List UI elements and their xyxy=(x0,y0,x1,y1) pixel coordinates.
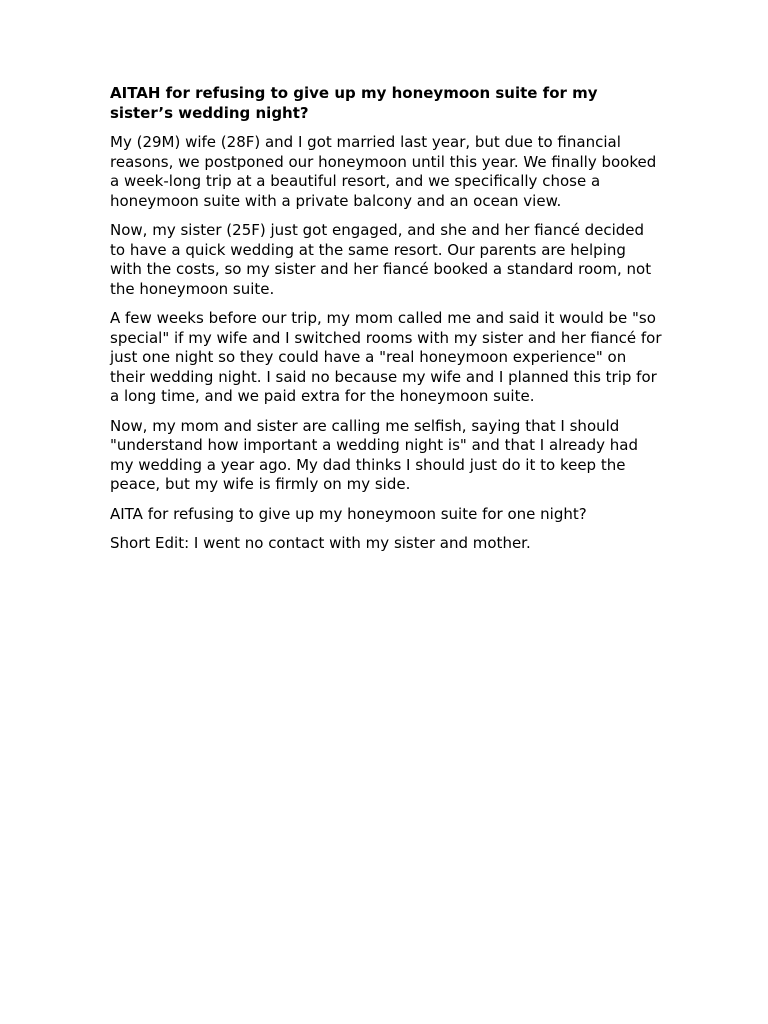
document-page xyxy=(110,84,662,564)
paragraph-sister-engaged: Now, my sister (25F) just got engaged, and she and her fiancé decided to have a quick wedding at the same resort. Our parents are helping with the costs, so my sister and her fiancé booked a standard room, not the honeymoon suite. xyxy=(110,221,652,298)
paragraph-background: My (29M) wife (28F) and I got married last year, but due to financial reasons, we postponed our honeymoon until this year. We finally booked a week-long trip at a beautiful resort, and we specifically chose a honeymoon suite with a private balcony and an ocean view. xyxy=(110,133,657,210)
document-title: AITAH for refusing to give up my honeymoon suite for my sister’s wedding night? xyxy=(110,84,598,122)
paragraph-edit: Short Edit: I went no contact with my sister and mother. xyxy=(110,534,531,552)
paragraph-question: AITA for refusing to give up my honeymoon suite for one night? xyxy=(110,504,587,523)
paragraph-family-reaction: Now, my mom and sister are calling me selfish, saying that I should "understand how important a wedding night is" and that I already had my wedding a year ago. My dad thinks I should just do it to keep the peace, but my wife is firmly on my side. xyxy=(110,416,638,493)
paragraph-mom-request: A few weeks before our trip, my mom called me and said it would be "so special" if my wife and I switched rooms with my sister and her fiancé for just one night so they could have a "real honeymoon experience" on their wedding night. I said no because my wife and I planned this trip for a long time, and we paid extra for the honeymoon suite. xyxy=(110,309,662,405)
